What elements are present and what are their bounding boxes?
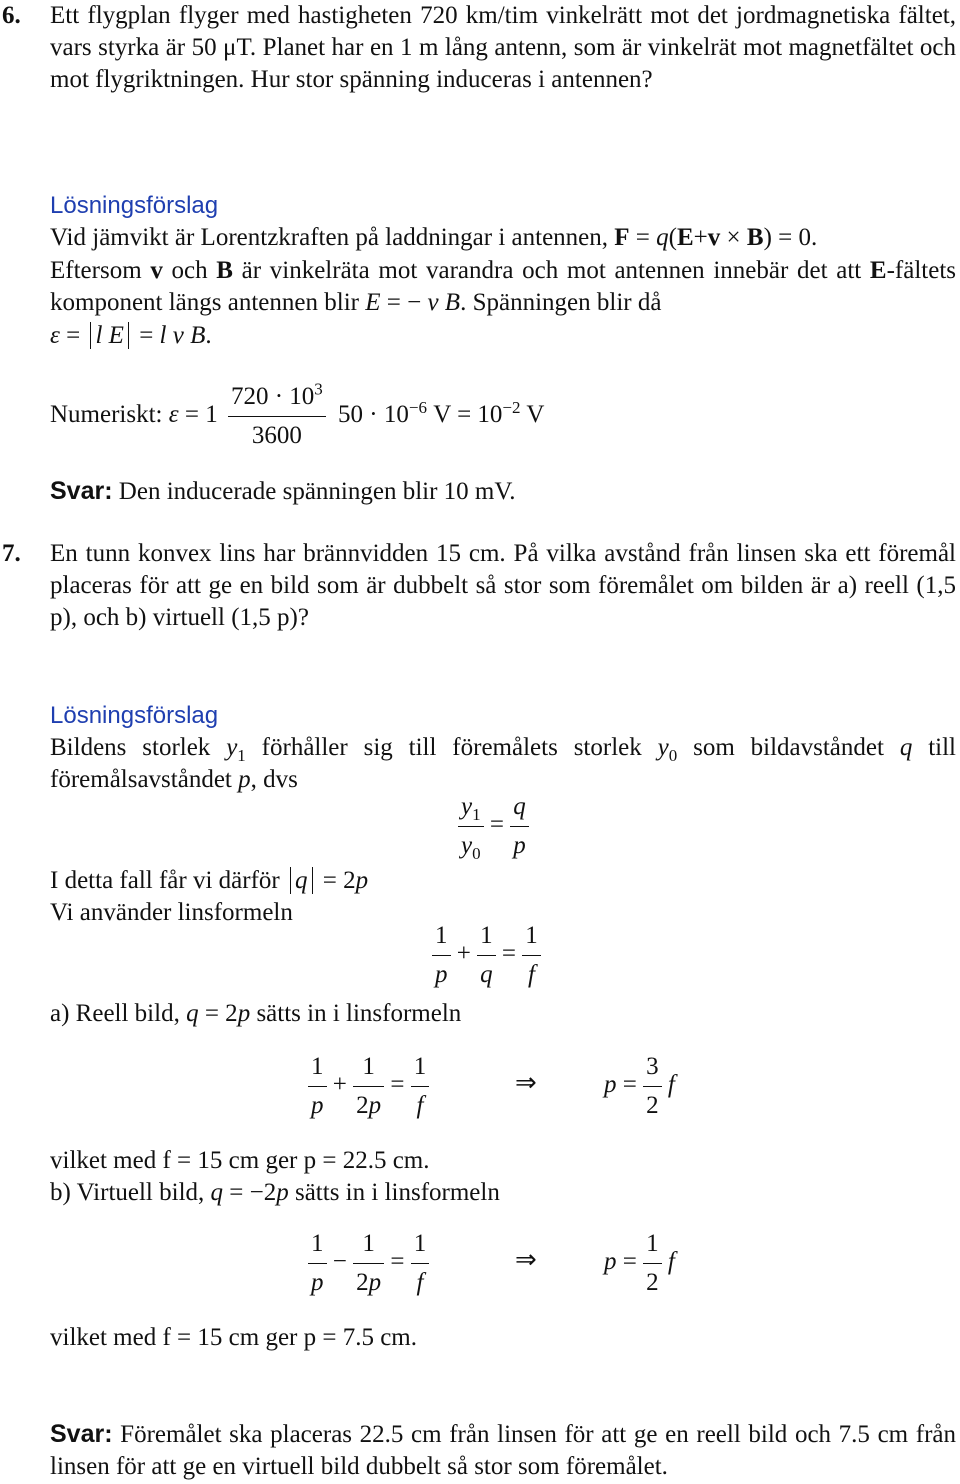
solution-7-case: I detta fall får vi därför q = 2p xyxy=(50,867,369,894)
solution-6-emf: ε = l E = l v B. xyxy=(50,322,212,349)
part-a-result-equation: p = $\frac{3}{2}$ f xyxy=(604,1048,675,1125)
part-b-equation: $\frac{1}{p}$ − $\frac{1}{2p}$ = $\frac{1}{f}$ xyxy=(308,1225,429,1302)
implies-icon: ⇒ xyxy=(515,1245,537,1275)
solution-6-line1: Vid jämvikt är Lorentzkraften på laddningar i antennen, F = q(E+v × B) = 0. xyxy=(50,224,818,251)
answer-7: Svar: Föremålet ska placeras 22.5 cm från linsen för att ge en reell bild och 7.5 cm från linsen för att ge en virtuell bild dubbelt så stor som föremålet. xyxy=(50,1420,956,1480)
question-7 xyxy=(2,538,956,634)
answer-6: Svar: Den inducerade spänningen blir 10 mV. xyxy=(50,477,516,505)
part-b-intro: b) Virtuell bild, q = −2p sätts in i linsformeln xyxy=(50,1179,500,1206)
implies-icon: ⇒ xyxy=(515,1068,537,1098)
part-a-result: vilket med f = 15 cm ger p = 22.5 cm. xyxy=(50,1147,430,1174)
speed-fraction: $\frac{720 \cdot 10^3}{3600}$ xyxy=(228,378,326,455)
question-text: En tunn konvex lins har brännvidden 15 cm. På vilka avstånd från linsen ska ett föremål placeras för att ge en bild som är dubbelt så stor som föremålet om bilden är a) reell (1,5 p), och b) virtuell (1,5 p)? xyxy=(50,540,956,631)
solution-7-intro: Bildens storlek $y_1$ förhåller sig till föremålets storlek $y_0$ som bildavståndet q till föremålsavståndet p, dvs xyxy=(50,734,956,793)
solution-6-line2: Eftersom v och B är vinkelräta mot varandra och mot antennen innebär det att E-fältets komponent längs antennen blir E = − v B. Spänningen blir då xyxy=(50,257,957,316)
question-text: Ett flygplan flyger med hastigheten 720 km/tim vinkelrätt mot det jordmagnetiska fältet, vars styrka är 50 μT. Planet har en 1 m lång antenn, som är vinkelrät mot magnetfältet och mot flygriktningen. Hur stor spänning induceras i antennen? xyxy=(50,2,956,93)
solution-heading: Lösningsförslag xyxy=(50,192,219,219)
lens-formula: $\frac{1}{p}$ + $\frac{1}{q}$ = $\frac{1}{f}$ xyxy=(432,917,541,994)
part-b-result-equation: p = $\frac{1}{2}$ f xyxy=(604,1225,675,1302)
question-number: 7. xyxy=(2,540,21,567)
part-a-intro: a) Reell bild, q = 2p sätts in i linsformeln xyxy=(50,1000,462,1027)
question-number: 6. xyxy=(2,2,21,29)
numeric-equation: Numeriskt: ε = 1 $\frac{720 \cdot 10^3}{3600}$ $50 \cdot 10^{-6}$ $V = 10^{-2}$ V xyxy=(50,378,544,455)
part-a-equation: $\frac{1}{p}$ + $\frac{1}{2p}$ = $\frac{1}{f}$ xyxy=(308,1048,429,1125)
ratio-equation: $\frac{y_1}{y_0}$ = $\frac{q}{p}$ xyxy=(458,788,529,865)
solution-7-lens-intro: Vi använder linsformeln xyxy=(50,899,293,926)
part-b-result: vilket med f = 15 cm ger p = 7.5 cm. xyxy=(50,1324,418,1351)
solution-heading: Lösningsförslag xyxy=(50,702,219,729)
question-6 xyxy=(2,0,956,96)
